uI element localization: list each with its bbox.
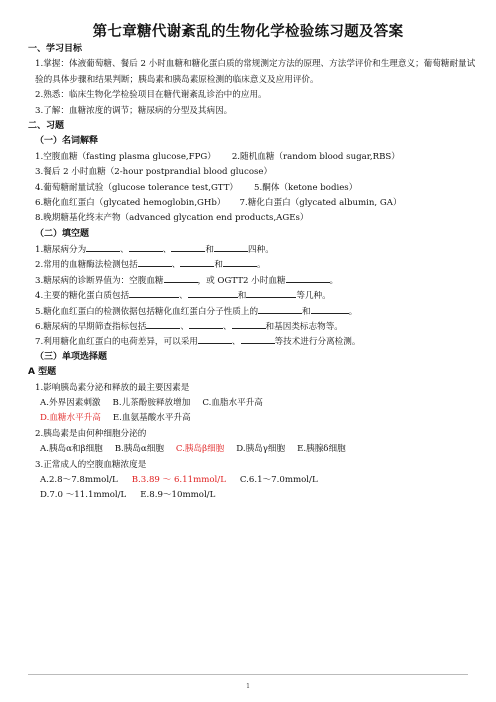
part-heading-choice: （三）单项选择题 xyxy=(35,351,108,362)
fill-q5-end: 。 xyxy=(348,306,358,317)
option: B.儿茶酚胺释放增加 xyxy=(112,398,191,408)
choice-q1-options-row1 xyxy=(28,396,476,411)
answer-blank xyxy=(198,334,232,344)
fill-q5-sep: 和 xyxy=(302,306,311,317)
part-heading-terms: （一）名词解释 xyxy=(35,136,99,147)
fill-q3-text-2: ，或 OGTT2 小时血糖 xyxy=(197,275,286,286)
fill-q6-text: 6.糖尿病的早期筛查指标包括 xyxy=(35,322,147,333)
fill-q3-end: 。 xyxy=(329,275,339,286)
answer-blank xyxy=(232,319,266,329)
answer-blank xyxy=(171,242,205,252)
fill-q7-sep: 、 xyxy=(231,337,241,348)
fill-q5 xyxy=(28,304,476,319)
choice-q2-options xyxy=(28,442,476,457)
answer-blank xyxy=(180,257,214,267)
option: B.胰岛α细胞 xyxy=(114,444,164,455)
answer-blank xyxy=(246,288,296,298)
fill-q6-sep: 、 xyxy=(180,322,189,333)
choice-q3-options-row1 xyxy=(28,473,476,488)
option: D.7.0 ～11.1mmol/L xyxy=(40,490,127,501)
fill-q1-text: 1.糖尿病分为 xyxy=(35,245,87,256)
fill-q7-end: 等技术进行分离检测。 xyxy=(274,337,361,348)
answer-blank xyxy=(164,273,198,283)
fill-q4-end: 等几种。 xyxy=(296,291,331,302)
option: E.8.9～10mmol/L xyxy=(140,490,216,501)
option: E.血氨基酸水平升高 xyxy=(112,413,191,424)
answer-blank xyxy=(258,304,302,314)
part-heading-fill: （二）填空题 xyxy=(35,228,90,239)
answer-blank xyxy=(286,273,330,283)
fill-q1-end: 四种。 xyxy=(248,245,274,256)
answer-blank xyxy=(129,242,163,252)
fill-q1 xyxy=(28,242,476,257)
document-body xyxy=(28,42,476,504)
term-gtt: 4.葡萄糖耐量试验（glucose tolerance test,GTT） xyxy=(35,182,239,193)
choice-q1-options-row2 xyxy=(28,411,476,426)
question-type-label: A 型题 xyxy=(28,367,57,378)
fill-q4-sep: 、 xyxy=(179,291,188,302)
fill-q1-sep: 、 xyxy=(162,245,172,256)
answer-blank xyxy=(223,257,257,267)
section-heading-objectives: 一、学习目标 xyxy=(28,44,83,54)
fill-q7-text: 7.利用糖化血红蛋白的电荷差异，可以采用 xyxy=(35,337,198,348)
fill-q6-sep: 、 xyxy=(222,322,232,333)
option: A.胰岛α和β细胞 xyxy=(40,444,103,455)
fill-q2-end: 。 xyxy=(256,260,266,271)
term-2h-pbg: 3.餐后 2 小时血糖（2-hour postprandial blood glucose） xyxy=(35,167,273,178)
fill-q1-sep: 、 xyxy=(120,245,129,256)
fill-q3 xyxy=(28,273,476,288)
option: C.血脂水平升高 xyxy=(202,398,263,408)
answer-blank xyxy=(214,242,248,252)
answer-blank xyxy=(138,257,172,267)
objective-understand: 3.了解：血糖浓度的调节；糖尿病的分型及其病因。 xyxy=(35,105,233,116)
term-fpg: 1.空腹血糖（fasting plasma glucose,FPG） xyxy=(35,151,216,162)
objective-familiar: 2.熟悉：临床生物化学检验项目在糖代谢紊乱诊治中的应用。 xyxy=(35,90,267,101)
fill-q3-text: 3.糖尿病的诊断界值为：空腹血糖 xyxy=(35,275,164,286)
choice-q2-stem: 2.胰岛素是由何种细胞分泌的 xyxy=(35,428,147,439)
fill-q4-text: 4.主要的糖化蛋白质包括 xyxy=(35,291,130,302)
fill-q6 xyxy=(28,319,476,334)
term-ga: 7.糖化白蛋白（glycated albumin, GA） xyxy=(239,197,402,208)
term-line-1 xyxy=(28,150,476,165)
fill-q7 xyxy=(28,334,476,349)
fill-q4 xyxy=(28,288,476,303)
fill-q1-sep: 和 xyxy=(205,245,214,256)
fill-q6-end: 和基因类标志物等。 xyxy=(265,322,343,333)
choice-q1-stem: 1.影响胰岛素分泌和释放的最主要因素是 xyxy=(35,382,190,393)
section-heading-exercises: 二、习题 xyxy=(28,120,65,131)
option: A.外界因素刺激 xyxy=(40,398,101,408)
fill-q2 xyxy=(28,257,476,272)
answer-blank xyxy=(146,319,180,329)
option: A.2.8～7.8mmol/L xyxy=(40,474,118,485)
answer-blank xyxy=(241,334,275,344)
answer-blank xyxy=(129,288,179,298)
choice-q3-options-row2 xyxy=(28,488,476,503)
footer-divider xyxy=(28,674,468,675)
option: D.胰岛γ细胞 xyxy=(236,444,286,455)
correct-option: D.血糖水平升高 xyxy=(40,413,101,424)
term-rbs: 2.随机血糖（random blood sugar,RBS） xyxy=(231,151,400,162)
answer-blank xyxy=(188,288,238,298)
term-line-4 xyxy=(28,196,476,211)
document-title: 第七章糖代谢紊乱的生物化学检验练习题及答案 xyxy=(92,24,404,40)
answer-blank xyxy=(311,304,349,314)
choice-q3-stem: 3.正常成人的空腹血糖浓度是 xyxy=(35,459,147,470)
answer-blank xyxy=(189,319,223,329)
fill-q2-sep: 、 xyxy=(171,260,181,271)
term-ghb: 6.糖化血红蛋白（glycated hemoglobin,GHb） xyxy=(35,197,226,208)
option: E.胰腺δ细胞 xyxy=(297,444,346,455)
fill-q5-text: 5.糖化血红蛋白的检测依据包括糖化血红蛋白分子性质上的 xyxy=(35,306,259,317)
fill-q2-text: 2.常用的血糖酶法检测包括 xyxy=(35,260,138,271)
objective-master: 1.掌握：体液葡萄糖、餐后 2 小时血糖和糖化蛋白质的常规测定方法的原理、方法学评价和生理意义；葡萄糖耐量试验的具体步骤和结果判断；胰岛素和胰岛素原检测的临床意义及应用评价。 xyxy=(35,59,476,85)
page-number: 1 xyxy=(246,683,250,690)
term-ages: 8.晚期糖基化终末产物（advanced glycation end products,AGEs） xyxy=(35,213,309,224)
correct-option: C.胰岛β细胞 xyxy=(175,444,225,455)
term-line-3 xyxy=(28,181,476,196)
answer-blank xyxy=(86,242,120,252)
term-ketone: 5.酮体（ketone bodies） xyxy=(254,182,358,193)
fill-q4-sep: 和 xyxy=(237,291,247,302)
correct-option: B.3.89 ～ 6.11mmol/L xyxy=(131,474,226,485)
fill-q2-sep: 和 xyxy=(214,260,223,271)
option: C.6.1～7.0mmol/L xyxy=(239,474,318,485)
